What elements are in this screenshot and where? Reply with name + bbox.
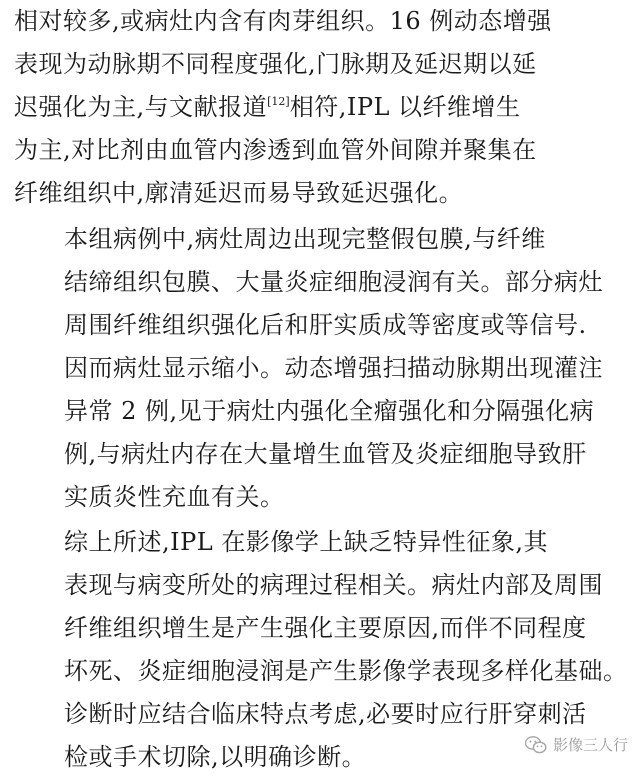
watermark-text: 影像三人行 [552, 736, 628, 754]
text-line: 异常 2 例,见于病灶内强化全瘤强化和分隔强化病 [64, 397, 595, 425]
text-line-with-citation [14, 86, 628, 129]
text-line: 例,与病灶内存在大量增生血管及炎症细胞导致肝 [64, 440, 587, 468]
paragraph-enhancement-pattern [14, 0, 628, 215]
text-line: 结缔组织包膜、大量炎症细胞浸润有关。部分病灶 [64, 268, 603, 296]
text-line: 实质炎性充血有关。 [64, 483, 285, 511]
wechat-icon [525, 736, 547, 754]
text-line: 纤维组织增生是产生强化主要原因,而伴不同程度 [64, 614, 587, 642]
text-line: 纤维组织中,廓清延迟而易导致延迟强化。 [14, 179, 464, 207]
text-line: 表现为动脉期不同程度强化,门脉期及延迟期以延 [14, 50, 537, 78]
text-line: 坏死、炎症细胞浸润是产生影像学表现多样化基础。 [64, 657, 628, 685]
text-segment: 迟强化为主,与文献报道 [14, 93, 268, 121]
text-segment: 相符,IPL 以纤维增生 [289, 93, 521, 121]
paragraph-pseudocapsule [14, 218, 628, 519]
citation-reference: [12] [267, 95, 290, 108]
text-line: 诊断时应结合临床特点考虑,必要时应行肝穿刺活 [64, 700, 587, 728]
text-line: 本组病例中,病灶周边出现完整假包膜,与纤维 [64, 225, 546, 253]
text-line: 表现与病变所处的病理过程相关。病灶内部及周围 [64, 571, 603, 599]
text-line: 综上所述,IPL 在影像学上缺乏特异性征象,其 [64, 528, 548, 556]
wechat-watermark [525, 734, 628, 755]
text-line: 因而病灶显示缩小。动态增强扫描动脉期出现灌注 [64, 354, 603, 382]
text-line: 周围纤维组织强化后和肝实质成等密度或等信号. [64, 311, 587, 339]
text-line: 为主,对比剂由血管内渗透到血管外间隙并聚集在 [14, 136, 537, 164]
text-line: 检或手术切除,以明确诊断。 [64, 743, 367, 771]
text-line: 相对较多,或病灶内含有肉芽组织。16 例动态增强 [14, 7, 552, 35]
